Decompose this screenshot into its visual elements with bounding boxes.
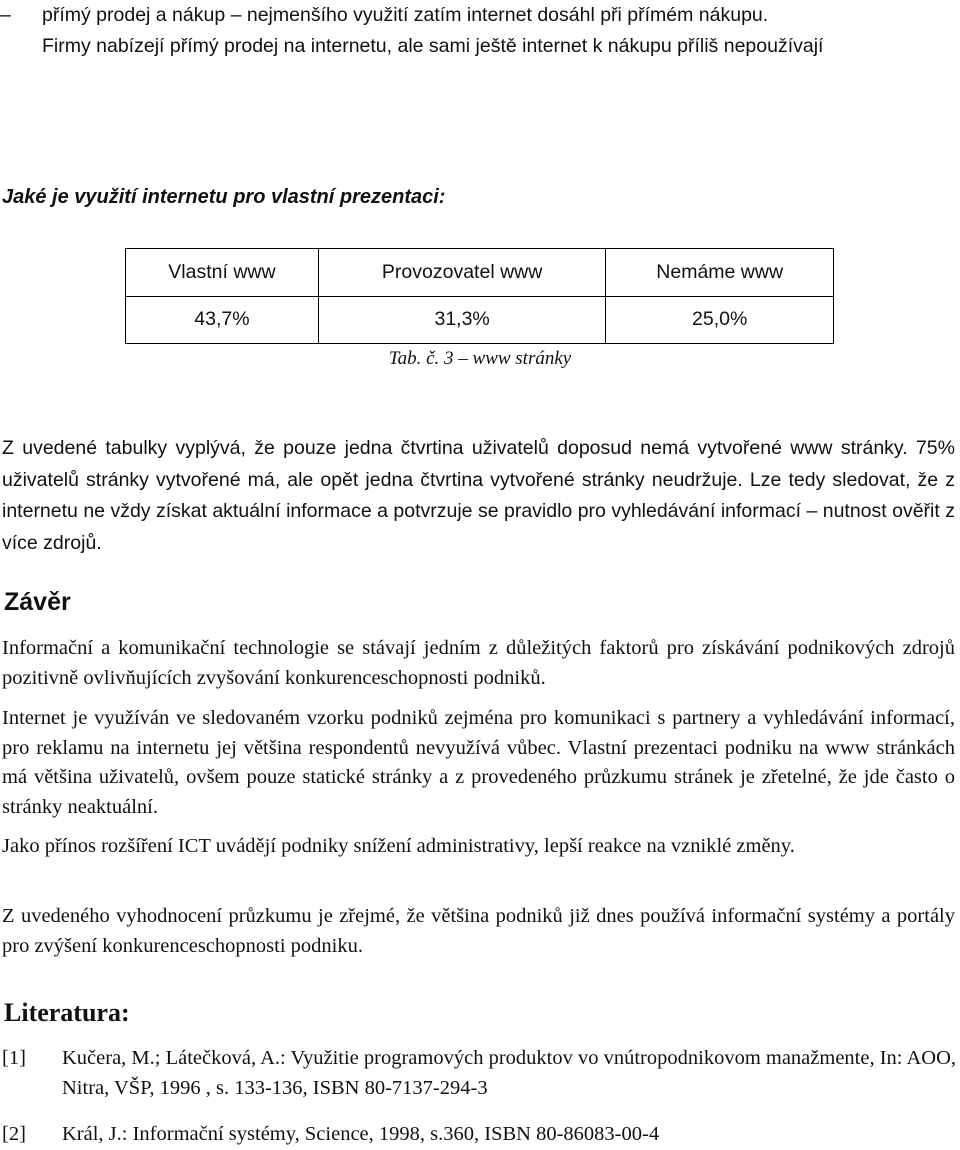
bullet-line-2: Firmy nabízejí přímý prodej na internetu, ale sami ještě internet k nákupu příliš nepoužívají xyxy=(42,35,824,57)
table-cell: 31,3% xyxy=(318,296,605,344)
conclusion-paragraph-3: Jako přínos rozšíření ICT uvádějí podniky snížení administrativy, lepší reakce na vzniklé změny. xyxy=(2,835,795,857)
table-summary-paragraph: Z uvedené tabulky vyplývá, že pouze jedna čtvrtina uživatelů doposud nemá vytvořené www stránky. 75% uživatelů stránky vytvořené má, ale opět jedna čtvrtina vytvořené stránky neudržuje. Lze tedy sledovat, že z internetu ne vždy získat aktuální informace a potvrzuje se pravidlo pro vyhledávání informací – nutnost ověřit z více zdrojů. xyxy=(2,437,955,554)
survey-question: Jaké je využití internetu pro vlastní prezentaci: xyxy=(2,186,446,208)
reference-text: Kučera, M.; Látečková, A.: Využitie programových produktov vo vnútropodnikovom manažmente, In: AOO, Nitra, VŠP, 1996 , s. 133-136, ISBN 80-7137-294-3 xyxy=(62,1047,957,1099)
table-header-cell: Vlastní www xyxy=(126,249,319,297)
reference-item xyxy=(2,1120,957,1150)
reference-item xyxy=(2,1044,957,1103)
table-header-cell: Nemáme www xyxy=(606,249,834,297)
table-header-row xyxy=(126,249,834,297)
conclusion-paragraph-1: Informační a komunikační technologie se stávají jedním z důležitých faktorů pro získávání podnikových zdrojů pozitivně ovlivňujících zvyšování konkurenceschopnosti podniků. xyxy=(2,637,955,689)
table-cell: 43,7% xyxy=(126,296,319,344)
bullet-item-direct-sales xyxy=(0,0,955,62)
reference-text: Král, J.: Informační systémy, Science, 1998, s.360, ISBN 80-86083-00-4 xyxy=(62,1123,660,1145)
conclusion-heading: Závěr xyxy=(4,588,71,616)
conclusion-paragraph-4: Z uvedeného vyhodnocení průzkumu je zřejmé, že většina podniků již dnes používá informační systémy a portály pro zvýšení konkurenceschopnosti podniku. xyxy=(2,905,955,957)
bullet-dash: – xyxy=(0,4,11,26)
reference-number: [1] xyxy=(2,1047,26,1069)
table-caption: Tab. č. 3 – www stránky xyxy=(388,348,572,369)
conclusion-paragraph-2: Internet je využíván ve sledovaném vzorku podniků zejména pro komunikaci s partnery a vyhledávání informací, pro reklamu na internetu jej většina respondentů nevyužívá vůbec. Vlastní prezentaci podniku na www stránkách má většina uživatelů, ovšem pouze statické stránky a z provedeného průzkumu stránek je zřetelné, že jde často o stránky neaktuální. xyxy=(2,707,955,818)
www-usage-table xyxy=(125,248,834,344)
table-header-cell: Provozovatel www xyxy=(318,249,605,297)
literature-heading: Literatura: xyxy=(4,998,130,1027)
table-row xyxy=(126,296,834,344)
bullet-line-1: přímý prodej a nákup – nejmenšího využití zatím internet dosáhl při přímém nákupu. xyxy=(42,4,769,26)
reference-number: [2] xyxy=(2,1123,26,1145)
table-cell: 25,0% xyxy=(606,296,834,344)
